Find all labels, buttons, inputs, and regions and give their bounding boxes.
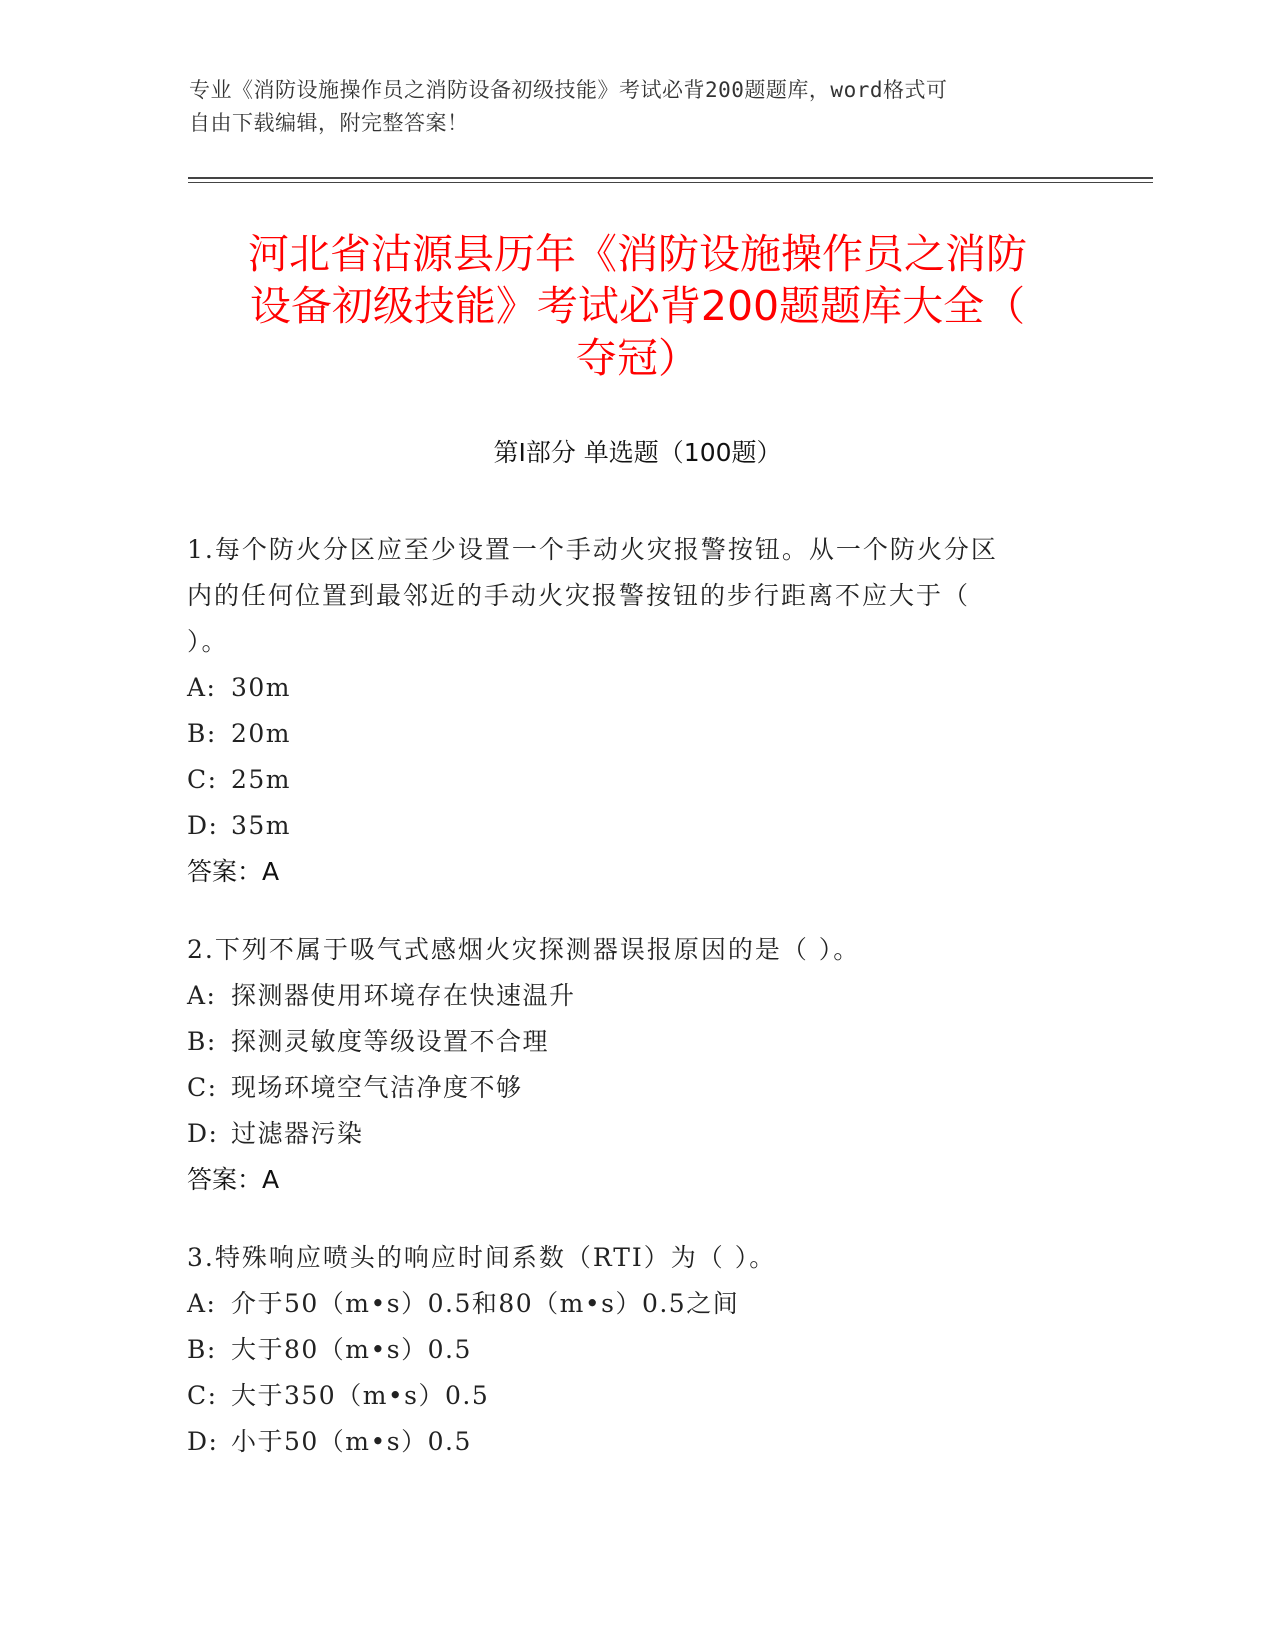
answer: 答案：A xyxy=(187,1165,280,1194)
option-b xyxy=(187,711,1067,757)
question-3 xyxy=(187,1235,1067,1465)
option-key: B: xyxy=(187,719,217,748)
option-text: 大于80（m•s）0.5 xyxy=(231,1335,472,1364)
option-text: 25m xyxy=(231,765,292,794)
header-note xyxy=(189,74,1069,140)
question-stem-line: 1.每个防火分区应至少设置一个手动火灾报警按钮。从一个防火分区 xyxy=(187,535,998,564)
question-stem-line: 内的任何位置到最邻近的手动火灾报警按钮的步行距离不应大于（ xyxy=(187,581,971,610)
option-key: A: xyxy=(187,1289,217,1318)
question-stem-line: ）。 xyxy=(187,627,229,656)
option-text: 35m xyxy=(231,811,292,840)
option-key: B: xyxy=(187,1335,217,1364)
option-b xyxy=(187,1327,1067,1373)
header-note-line-1: 专业《消防设施操作员之消防设备初级技能》考试必背200题题库，word格式可 xyxy=(189,78,948,102)
document-title-line-3: 夺冠） xyxy=(576,334,699,382)
option-c xyxy=(187,757,1067,803)
option-text: 过滤器污染 xyxy=(231,1119,364,1148)
header-divider-thin xyxy=(188,182,1153,183)
document-title xyxy=(160,228,1115,384)
option-key: A: xyxy=(187,673,217,702)
option-key: C: xyxy=(187,1073,218,1102)
option-key: D: xyxy=(187,1119,219,1148)
option-key: A: xyxy=(187,981,217,1010)
option-text: 20m xyxy=(231,719,292,748)
header-note-line-2: 自由下载编辑，附完整答案！ xyxy=(189,111,469,135)
option-text: 探测器使用环境存在快速温升 xyxy=(231,981,576,1010)
option-key: D: xyxy=(187,811,219,840)
option-text: 探测灵敏度等级设置不合理 xyxy=(231,1027,550,1056)
option-text: 30m xyxy=(231,673,292,702)
document-title-line-2: 设备初级技能》考试必背200题题库大全（ xyxy=(249,282,1026,330)
question-stem xyxy=(187,927,1067,973)
option-a xyxy=(187,1281,1067,1327)
option-b xyxy=(187,1019,1067,1065)
question-2 xyxy=(187,927,1067,1203)
answer: 答案：A xyxy=(187,857,280,886)
section-title: 第I部分 单选题（100题） xyxy=(493,438,782,467)
option-key: B: xyxy=(187,1027,217,1056)
option-text: 介于50（m•s）0.5和80（m•s）0.5之间 xyxy=(231,1289,740,1318)
option-d xyxy=(187,1111,1067,1157)
option-d xyxy=(187,1419,1067,1465)
option-c xyxy=(187,1065,1067,1111)
option-a xyxy=(187,973,1067,1019)
question-stem-line: 2.下列不属于吸气式感烟火灾探测器误报原因的是（ ）。 xyxy=(187,935,861,964)
question-list xyxy=(187,527,1067,1497)
question-stem-line: 3.特殊响应喷头的响应时间系数（RTI）为（ ）。 xyxy=(187,1243,777,1272)
option-a xyxy=(187,665,1067,711)
option-key: C: xyxy=(187,1381,218,1410)
question-1 xyxy=(187,527,1067,895)
option-d xyxy=(187,803,1067,849)
option-text: 小于50（m•s）0.5 xyxy=(231,1427,472,1456)
option-key: D: xyxy=(187,1427,219,1456)
header-divider-thick xyxy=(188,177,1153,179)
option-key: C: xyxy=(187,765,218,794)
question-stem xyxy=(187,1235,1067,1281)
question-stem xyxy=(187,527,1067,665)
document-title-line-1: 河北省沽源县历年《消防设施操作员之消防 xyxy=(248,230,1027,278)
option-text: 现场环境空气洁净度不够 xyxy=(231,1073,523,1102)
option-c xyxy=(187,1373,1067,1419)
option-text: 大于350（m•s）0.5 xyxy=(231,1381,490,1410)
